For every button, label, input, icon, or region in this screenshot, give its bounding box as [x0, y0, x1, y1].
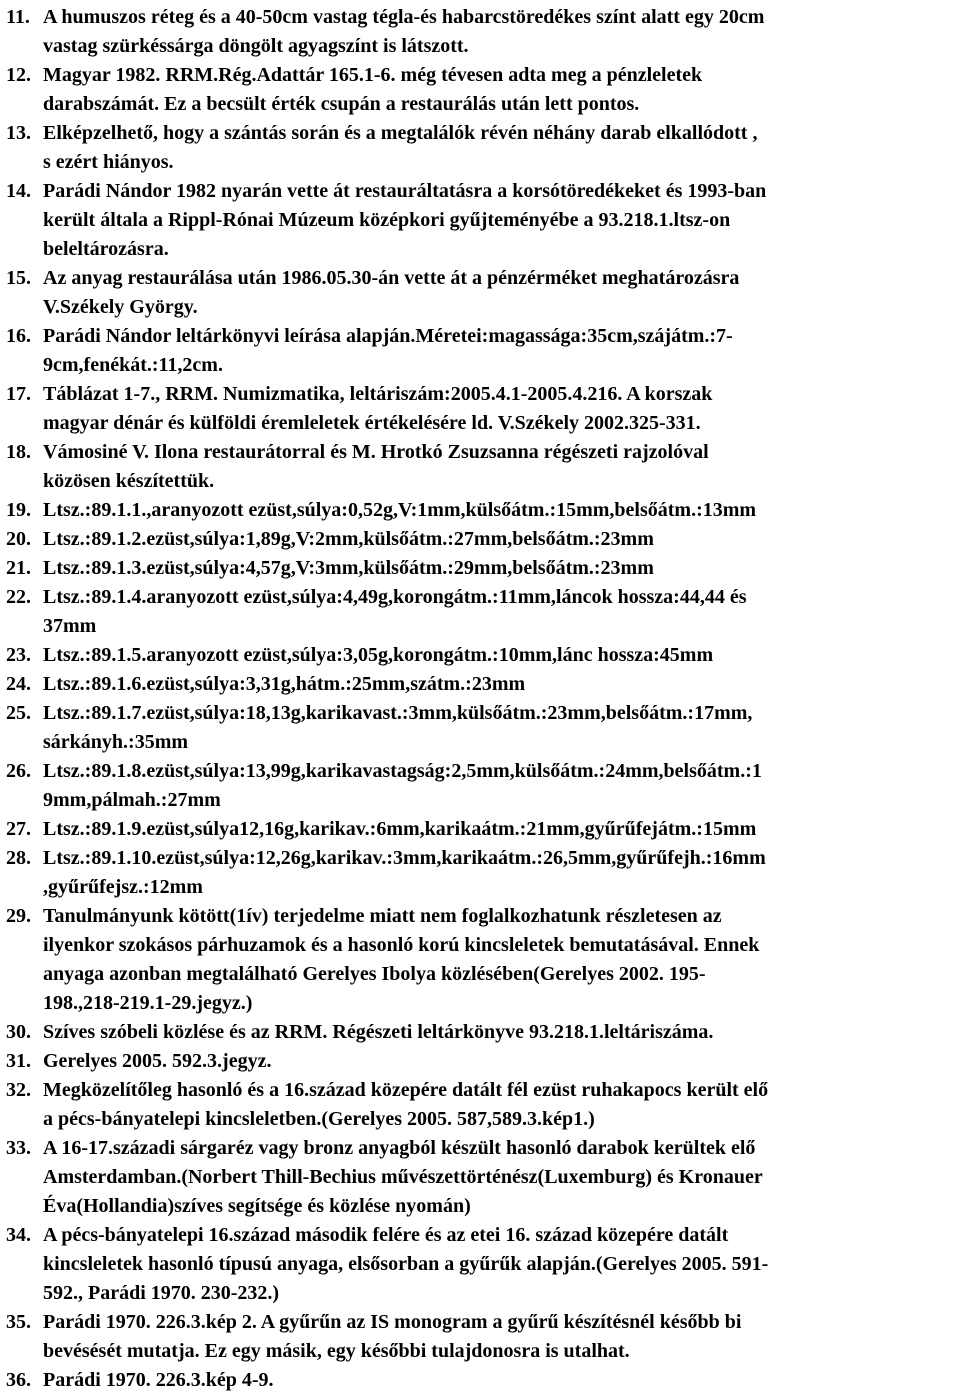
footnote-text — [43, 1221, 954, 1308]
footnote-line: s ezért hiányos. — [43, 151, 174, 173]
footnote-line: Magyar 1982. RRM.Rég.Adattár 165.1-6. még tévesen adta meg a pénzleletek — [43, 64, 703, 86]
footnote-number: 12. — [6, 64, 31, 86]
footnote-text — [43, 1366, 954, 1395]
footnote-line: Parádi 1970. 226.3.kép 4-9. — [43, 1369, 274, 1391]
footnote-number: 11. — [6, 6, 30, 28]
footnote-number: 22. — [6, 586, 31, 608]
footnote-line: magyar dénár és külföldi éremleletek értékelésére ld. V.Székely 2002.325-331. — [43, 412, 701, 434]
footnote-text — [43, 61, 954, 119]
footnote-line: 9cm,fenékát.:11,2cm. — [43, 354, 223, 376]
footnote-text — [43, 757, 954, 815]
footnote-line: Táblázat 1-7., RRM. Numizmatika, leltáriszám:2005.4.1-2005.4.216. A korszak — [43, 383, 713, 405]
footnote-number: 15. — [6, 267, 31, 289]
footnote-line: Ltsz.:89.1.6.ezüst,súlya:3,31g,hátm.:25mm,szátm.:23mm — [43, 673, 526, 695]
footnote — [6, 1308, 954, 1366]
footnote-text — [43, 844, 954, 902]
footnote — [6, 496, 954, 525]
footnote — [6, 438, 954, 496]
footnote-line: A 16-17.századi sárgaréz vagy bronz anyagból készült hasonló darabok kerültek elő — [43, 1137, 756, 1159]
footnote-text — [43, 641, 954, 670]
footnote — [6, 1018, 954, 1047]
footnote — [6, 554, 954, 583]
footnote-line: Ltsz.:89.1.8.ezüst,súlya:13,99g,karikavastagság:2,5mm,külsőátm.:24mm,belsőátm.:1 — [43, 760, 762, 782]
footnote-line: 9mm,pálmah.:27mm — [43, 789, 221, 811]
footnote-number: 14. — [6, 180, 31, 202]
footnote-text — [43, 438, 954, 496]
footnote-number: 30. — [6, 1021, 31, 1043]
footnote-number: 16. — [6, 325, 31, 347]
footnote-line: Parádi Nándor leltárkönyvi leírása alapján.Méretei:magassága:35cm,szájátm.:7- — [43, 325, 733, 347]
footnote-line: darabszámát. Ez a becsült érték csupán a restaurálás után lett pontos. — [43, 93, 640, 115]
footnote-line: A humuszos réteg és a 40-50cm vastag tégla-és habarcstöredékes színt alatt egy 20cm — [43, 6, 765, 28]
footnote-line: Ltsz.:89.1.5.aranyozott ezüst,súlya:3,05g,korongátm.:10mm,lánc hossza:45mm — [43, 644, 714, 666]
footnote-line: Az anyag restaurálása után 1986.05.30-án vette át a pénzérméket meghatározásra — [43, 267, 740, 289]
footnote-text — [43, 1047, 954, 1076]
footnote-line: Ltsz.:89.1.1.,aranyozott ezüst,súlya:0,52g,V:1mm,külsőátm.:15mm,belsőátm.:13mm — [43, 499, 757, 521]
footnote — [6, 380, 954, 438]
footnote-line: vastag szürkéssárga döngölt agyagszínt is látszott. — [43, 35, 469, 57]
footnote — [6, 1076, 954, 1134]
footnote-number: 20. — [6, 528, 31, 550]
footnote-line: Parádi 1970. 226.3.kép 2. A gyűrűn az IS monogram a gyűrű készítésnél később bi — [43, 1311, 742, 1333]
footnote-line: ,gyűrűfejsz.:12mm — [43, 876, 203, 898]
footnote-line: Szíves szóbeli közlése és az RRM. Régészeti leltárkönyve 93.218.1.leltáriszáma. — [43, 1021, 714, 1043]
footnote-line: kincsleletek hasonló típusú anyaga, elsősorban a gyűrűk alapján.(Gerelyes 2005. 591- — [43, 1253, 769, 1275]
footnote-number: 24. — [6, 673, 31, 695]
footnote-line: ilyenkor szokásos párhuzamok és a hasonló korú kincsleletek bemutatásával. Ennek — [43, 934, 760, 956]
footnote-number: 32. — [6, 1079, 31, 1101]
footnote — [6, 699, 954, 757]
footnote-text — [43, 1076, 954, 1134]
footnote-line: Tanulmányunk kötött(1ív) terjedelme miatt nem foglalkozhatunk részletesen az — [43, 905, 722, 927]
footnote-line: V.Székely György. — [43, 296, 198, 318]
footnote — [6, 844, 954, 902]
footnote-text — [43, 1134, 954, 1221]
footnote-line: Ltsz.:89.1.2.ezüst,súlya:1,89g,V:2mm,külsőátm.:27mm,belsőátm.:23mm — [43, 528, 654, 550]
footnote-text — [43, 119, 954, 177]
footnote-number: 19. — [6, 499, 31, 521]
footnote-number: 17. — [6, 383, 31, 405]
footnote-text — [43, 902, 954, 1018]
footnote-number: 33. — [6, 1137, 31, 1159]
footnote-line: anyaga azonban megtalálható Gerelyes Ibolya közlésében(Gerelyes 2002. 195- — [43, 963, 706, 985]
footnote-text — [43, 554, 954, 583]
footnote — [6, 1134, 954, 1221]
footnote — [6, 1221, 954, 1308]
footnote-number: 35. — [6, 1311, 31, 1333]
footnote-number: 29. — [6, 905, 31, 927]
footnote-line: Ltsz.:89.1.4.aranyozott ezüst,súlya:4,49g,korongátm.:11mm,láncok hossza:44,44 és — [43, 586, 747, 608]
footnote-line: 37mm — [43, 615, 97, 637]
footnote-line: 198.,218-219.1-29.jegyz.) — [43, 992, 253, 1014]
footnote-text — [43, 699, 954, 757]
footnote-line: Ltsz.:89.1.10.ezüst,súlya:12,26g,karikav.:3mm,karikaátm.:26,5mm,gyűrűfejh.:16mm — [43, 847, 766, 869]
footnote-line: Ltsz.:89.1.7.ezüst,súlya:18,13g,karikavast.:3mm,külsőátm.:23mm,belsőátm.:17mm, — [43, 702, 753, 724]
footnote-text — [43, 496, 954, 525]
footnote-text — [43, 670, 954, 699]
footnote-line: került általa a Rippl-Rónai Múzeum középkori gyűjteményébe a 93.218.1.ltsz-on — [43, 209, 731, 231]
footnote-line: Parádi Nándor 1982 nyarán vette át restauráltatásra a korsótöredékeket és 1993-ban — [43, 180, 767, 202]
footnote — [6, 902, 954, 1018]
footnote-number: 25. — [6, 702, 31, 724]
footnote — [6, 3, 954, 61]
footnote-number: 27. — [6, 818, 31, 840]
footnote-line: Vámosiné V. Ilona restaurátorral és M. Hrotkó Zsuzsanna régészeti rajzolóval — [43, 441, 709, 463]
footnote-text — [43, 380, 954, 438]
footnote-text — [43, 815, 954, 844]
footnote-number: 34. — [6, 1224, 31, 1246]
footnote — [6, 264, 954, 322]
footnote-line: A pécs-bányatelepi 16.század második felére és az etei 16. század közepére datált — [43, 1224, 729, 1246]
footnote-text — [43, 322, 954, 380]
footnote-line: közösen készítettük. — [43, 470, 215, 492]
footnote-number: 18. — [6, 441, 31, 463]
footnote-line: bevésését mutatja. Ez egy másik, egy későbbi tulajdonosra is utalhat. — [43, 1340, 630, 1362]
footnote-text — [43, 177, 954, 264]
footnote-number: 23. — [6, 644, 31, 666]
footnote — [6, 322, 954, 380]
footnote-line: sárkányh.:35mm — [43, 731, 189, 753]
footnote — [6, 583, 954, 641]
footnote-line: Ltsz.:89.1.3.ezüst,súlya:4,57g,V:3mm,külsőátm.:29mm,belsőátm.:23mm — [43, 557, 654, 579]
footnote-line: Megközelítőleg hasonló és a 16.század közepére datált fél ezüst ruhakapocs került elő — [43, 1079, 769, 1101]
footnote-text — [43, 525, 954, 554]
footnote-number: 13. — [6, 122, 31, 144]
footnote-text — [43, 264, 954, 322]
footnote — [6, 1047, 954, 1076]
footnote — [6, 61, 954, 119]
footnote-line: Elképzelhető, hogy a szántás során és a megtalálók révén néhány darab elkallódott , — [43, 122, 758, 144]
footnote-line: 592., Parádi 1970. 230-232.) — [43, 1282, 280, 1304]
footnote-number: 28. — [6, 847, 31, 869]
footnote-line: beleltározásra. — [43, 238, 169, 260]
footnote-line: a pécs-bányatelepi kincsleletben.(Gerelyes 2005. 587,589.3.kép1.) — [43, 1108, 595, 1130]
footnote — [6, 670, 954, 699]
footnote-line: Ltsz.:89.1.9.ezüst,súlya12,16g,karikav.:6mm,karikaátm.:21mm,gyűrűfejátm.:15mm — [43, 818, 757, 840]
footnote-number: 26. — [6, 760, 31, 782]
footnote — [6, 757, 954, 815]
footnote-text — [43, 1018, 954, 1047]
footnote-number: 36. — [6, 1369, 31, 1391]
footnote-line: Éva(Hollandia)szíves segítsége és közlése nyomán) — [43, 1195, 471, 1217]
footnote-number: 21. — [6, 557, 31, 579]
footnote-text — [43, 583, 954, 641]
footnote — [6, 641, 954, 670]
footnote — [6, 119, 954, 177]
footnote-line: Amsterdamban.(Norbert Thill-Bechius művészettörténész(Luxemburg) és Kronauer — [43, 1166, 763, 1188]
footnote — [6, 815, 954, 844]
footnote — [6, 177, 954, 264]
footnote-number: 31. — [6, 1050, 31, 1072]
footnote-line: Gerelyes 2005. 592.3.jegyz. — [43, 1050, 272, 1072]
footnote — [6, 1366, 954, 1395]
footnote — [6, 525, 954, 554]
footnote-text — [43, 1308, 954, 1366]
footnote-text — [43, 3, 954, 61]
